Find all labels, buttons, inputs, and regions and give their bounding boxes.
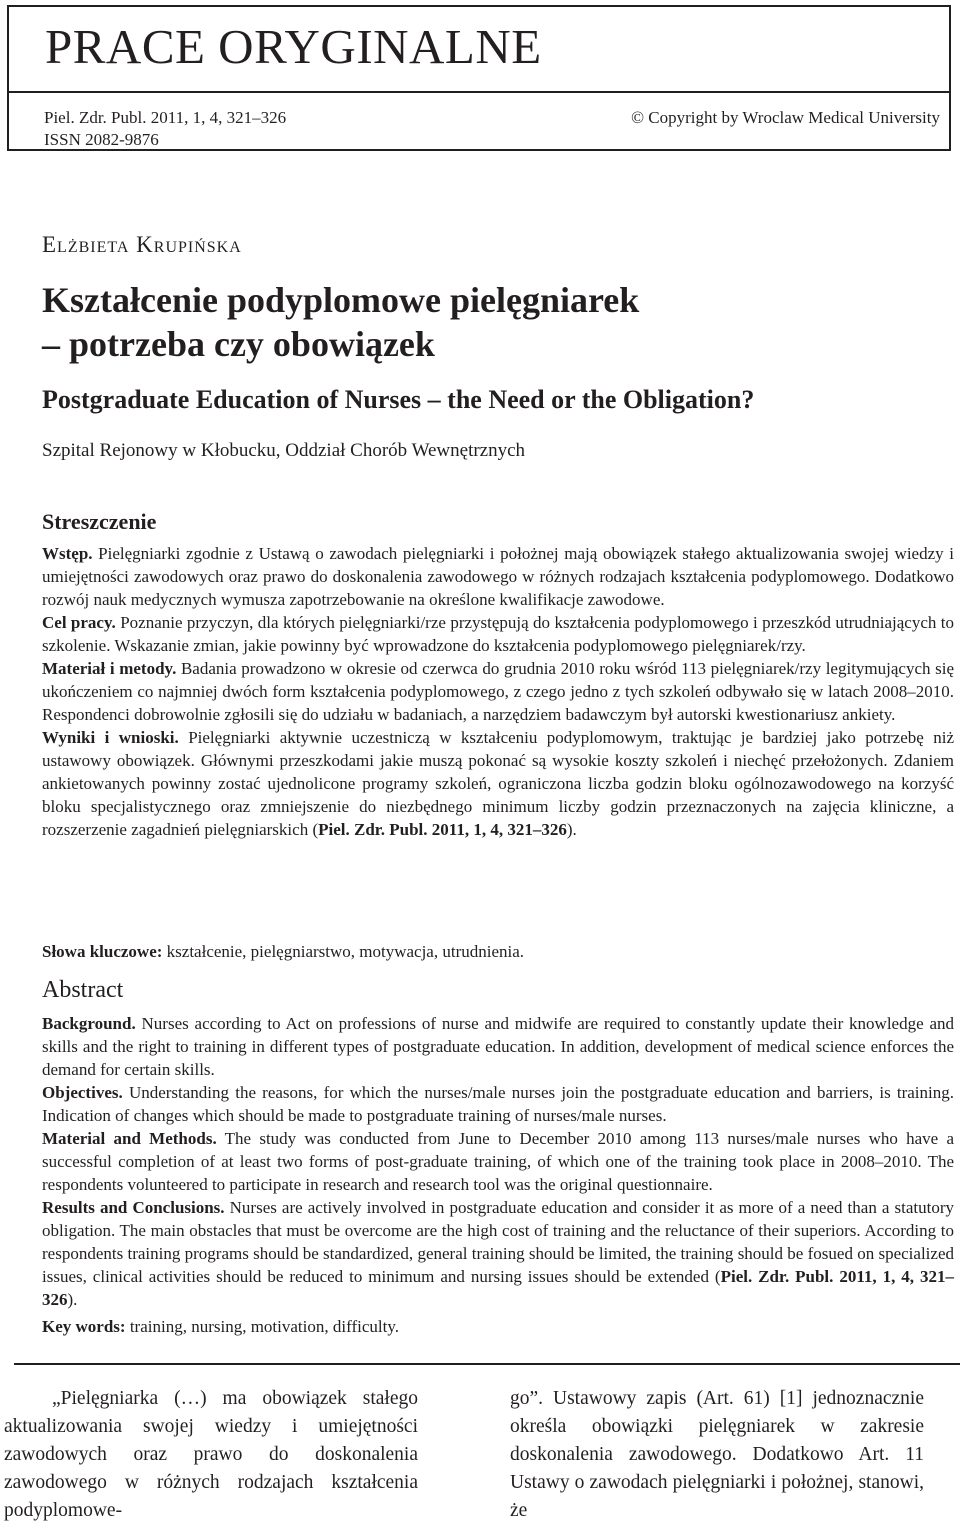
body-column-right: go”. Ustawowy zapis (Art. 61) [1] jednoznacznie określa obowiązki pielęgniarek w zakresie doskonalenia zawodowego. Dodatkowo Art. 11 Ustawy o zawodach pielęgniarki i położnej, stanowi, że [510,1388,924,1521]
title-line-2: – potrzeba czy obowiązek [42,324,435,364]
paragraph-objectives: Objectives. Understanding the reasons, for which the nurses/male nurses join the postgraduate education and barriers, is training. Indication of changes which should be made to postgraduate training of nurses/male nurses. [42,1083,955,1125]
copyright-notice: © Copyright by Wroclaw Medical University [631,108,940,127]
label-methods: Material and Methods. [42,1129,217,1148]
article-title-english: Postgraduate Education of Nurses – the Need or the Obligation? [42,385,755,414]
paragraph-material: Materiał i metody. Badania prowadzono w okresie od czerwca do grudnia 2010 roku wśród 113 pielęgniarek/rzy legitymujących się ukończeniem co najmniej dwóch form kształcenia podyplomowego, z czego jedno z tych szkoleń odbywało się w latach 2008–2010. Respondenci dobrowolnie zgłosili się do udziału w badaniach, a narzędziem badawczym był autorski kwestionariusz ankiety. [42,659,954,724]
issn: ISSN 2082-9876 [44,130,159,149]
journal-info-bar [9,93,949,149]
label-background: Background. [42,1014,136,1033]
label-material: Materiał i metody. [42,659,177,678]
paragraph-wstep: Wstęp. Pielęgniarki zgodnie z Ustawą o zawodach pielęgniarki i położnej mają obowiązek stałego aktualizowania swojej wiedzy i umiejętności zawodowych oraz prawo do doskonalenia zawodowego w różnych rodzajach kształcenia podyplomowego. Dodatkowo rozwój nauk medycznych wymusza zapotrzebowanie na określone kwalifikacje zawodowe. [42,544,954,609]
paragraph-cel: Cel pracy. Poznanie przyczyn, dla których pielęgniarki/rze przystępują do kształcenia podyplomowego i przeszkód utrudniających to szkolenie. Wskazanie zmian, jakie powinny być wprowadzone do kształcenia podyplomowego pielęgniarek/rzy. [42,613,955,655]
abstract-body [42,1012,954,1338]
keywords-label: Słowa kluczowe: [42,942,163,961]
paragraph-methods: Material and Methods. The study was conducted from June to December 2010 among 113 nurses/male nurses who have a successful completion of at least two forms of post-graduate training, of which one of the training took place in 2008–2010. The respondents volunteered to participate in research and research tool was the original questionnaire. [42,1129,954,1194]
paragraph-keywords: Key words: training, nursing, motivation, difficulty. [42,1317,399,1336]
label-results: Results and Conclusions. [42,1198,225,1217]
paragraph-wyniki: Wyniki i wnioski. Pielęgniarki aktywnie uczestniczą w kształceniu podyplomowym, traktując je bardziej jako potrzebę niż ustawowy obowiązek. Głównymi przeszkodami jakie muszą pokonać są wysokie koszty szkoleń i niechęć przełożonych. Zdaniem ankietowanych powinny zostać ujednolicone programy szkoleń, ograniczona liczba godzin bloku ogólnozawodowego na korzyść bloku specjalistycznego oraz zmniejszenie do niezbędnego minimum liczby godzin przeznaczonych na zajęcia kliniczne, a rozszerzenie zagadnień pielęgniarskich (Piel. Zdr. Publ. 2011, 1, 4, 321–326). [42,728,955,839]
citation: Piel. Zdr. Publ. 2011, 1, 4, 321–326 [318,820,567,839]
title-line-1: Kształcenie podyplomowe pielęgniarek [42,280,640,320]
section-title: PRACE ORYGINALNE [45,19,542,74]
paragraph-results: Results and Conclusions. Nurses are actively involved in postgraduate education and consider it as more of a need than a statutory obligation. The main obstacles that must be overcome are the high cost of training and the reluctance of their superiors. According to respondents training programs should be standardized, general training should be limited, the training should be fosued on specialized issues, clinical activities should be reduced to minimum and nursing issues should be extended (Piel. Zdr. Publ. 2011, 1, 4, 321–326). [42,1198,955,1309]
label-wyniki: Wyniki i wnioski. [42,728,179,747]
keywords-polish: Słowa kluczowe: kształcenie, pielęgniarstwo, motywacja, utrudnienia. [42,942,525,961]
article-title-polish [42,278,922,366]
label-wstep: Wstęp. [42,544,93,563]
author-name: Elżbieta Krupińska [42,232,242,257]
body-column-left: „Pielęgniarka (…) ma obowiązek stałego aktualizowania swojej wiedzy i umiejętności zawodowych oraz prawo do doskonalenia zawodowego w różnych rodzajach kształcenia podyplomowe- [4,1388,418,1521]
journal-reference [44,107,286,151]
streszczenie-body [42,542,954,841]
keywords-label: Key words: [42,1317,126,1336]
section-banner [9,7,949,93]
label-cel: Cel pracy. [42,613,116,632]
abstract-heading: Abstract [42,977,124,1003]
header-box [7,5,951,151]
citation: Piel. Zdr. Publ. 2011, 1, 4, 321–326 [42,1267,954,1309]
section-divider [14,1363,960,1365]
paragraph-background: Background. Nurses according to Act on professions of nurse and midwife are required to constantly update their knowledge and skills and the right to training in different types of postgraduate education. In addition, development of medical science enforces the demand for certain skills. [42,1014,955,1079]
journal-citation: Piel. Zdr. Publ. 2011, 1, 4, 321–326 [44,108,287,127]
affiliation: Szpital Rejonowy w Kłobucku, Oddział Chorób Wewnętrznych [42,440,526,461]
streszczenie-heading: Streszczenie [42,509,157,534]
label-objectives: Objectives. [42,1083,123,1102]
